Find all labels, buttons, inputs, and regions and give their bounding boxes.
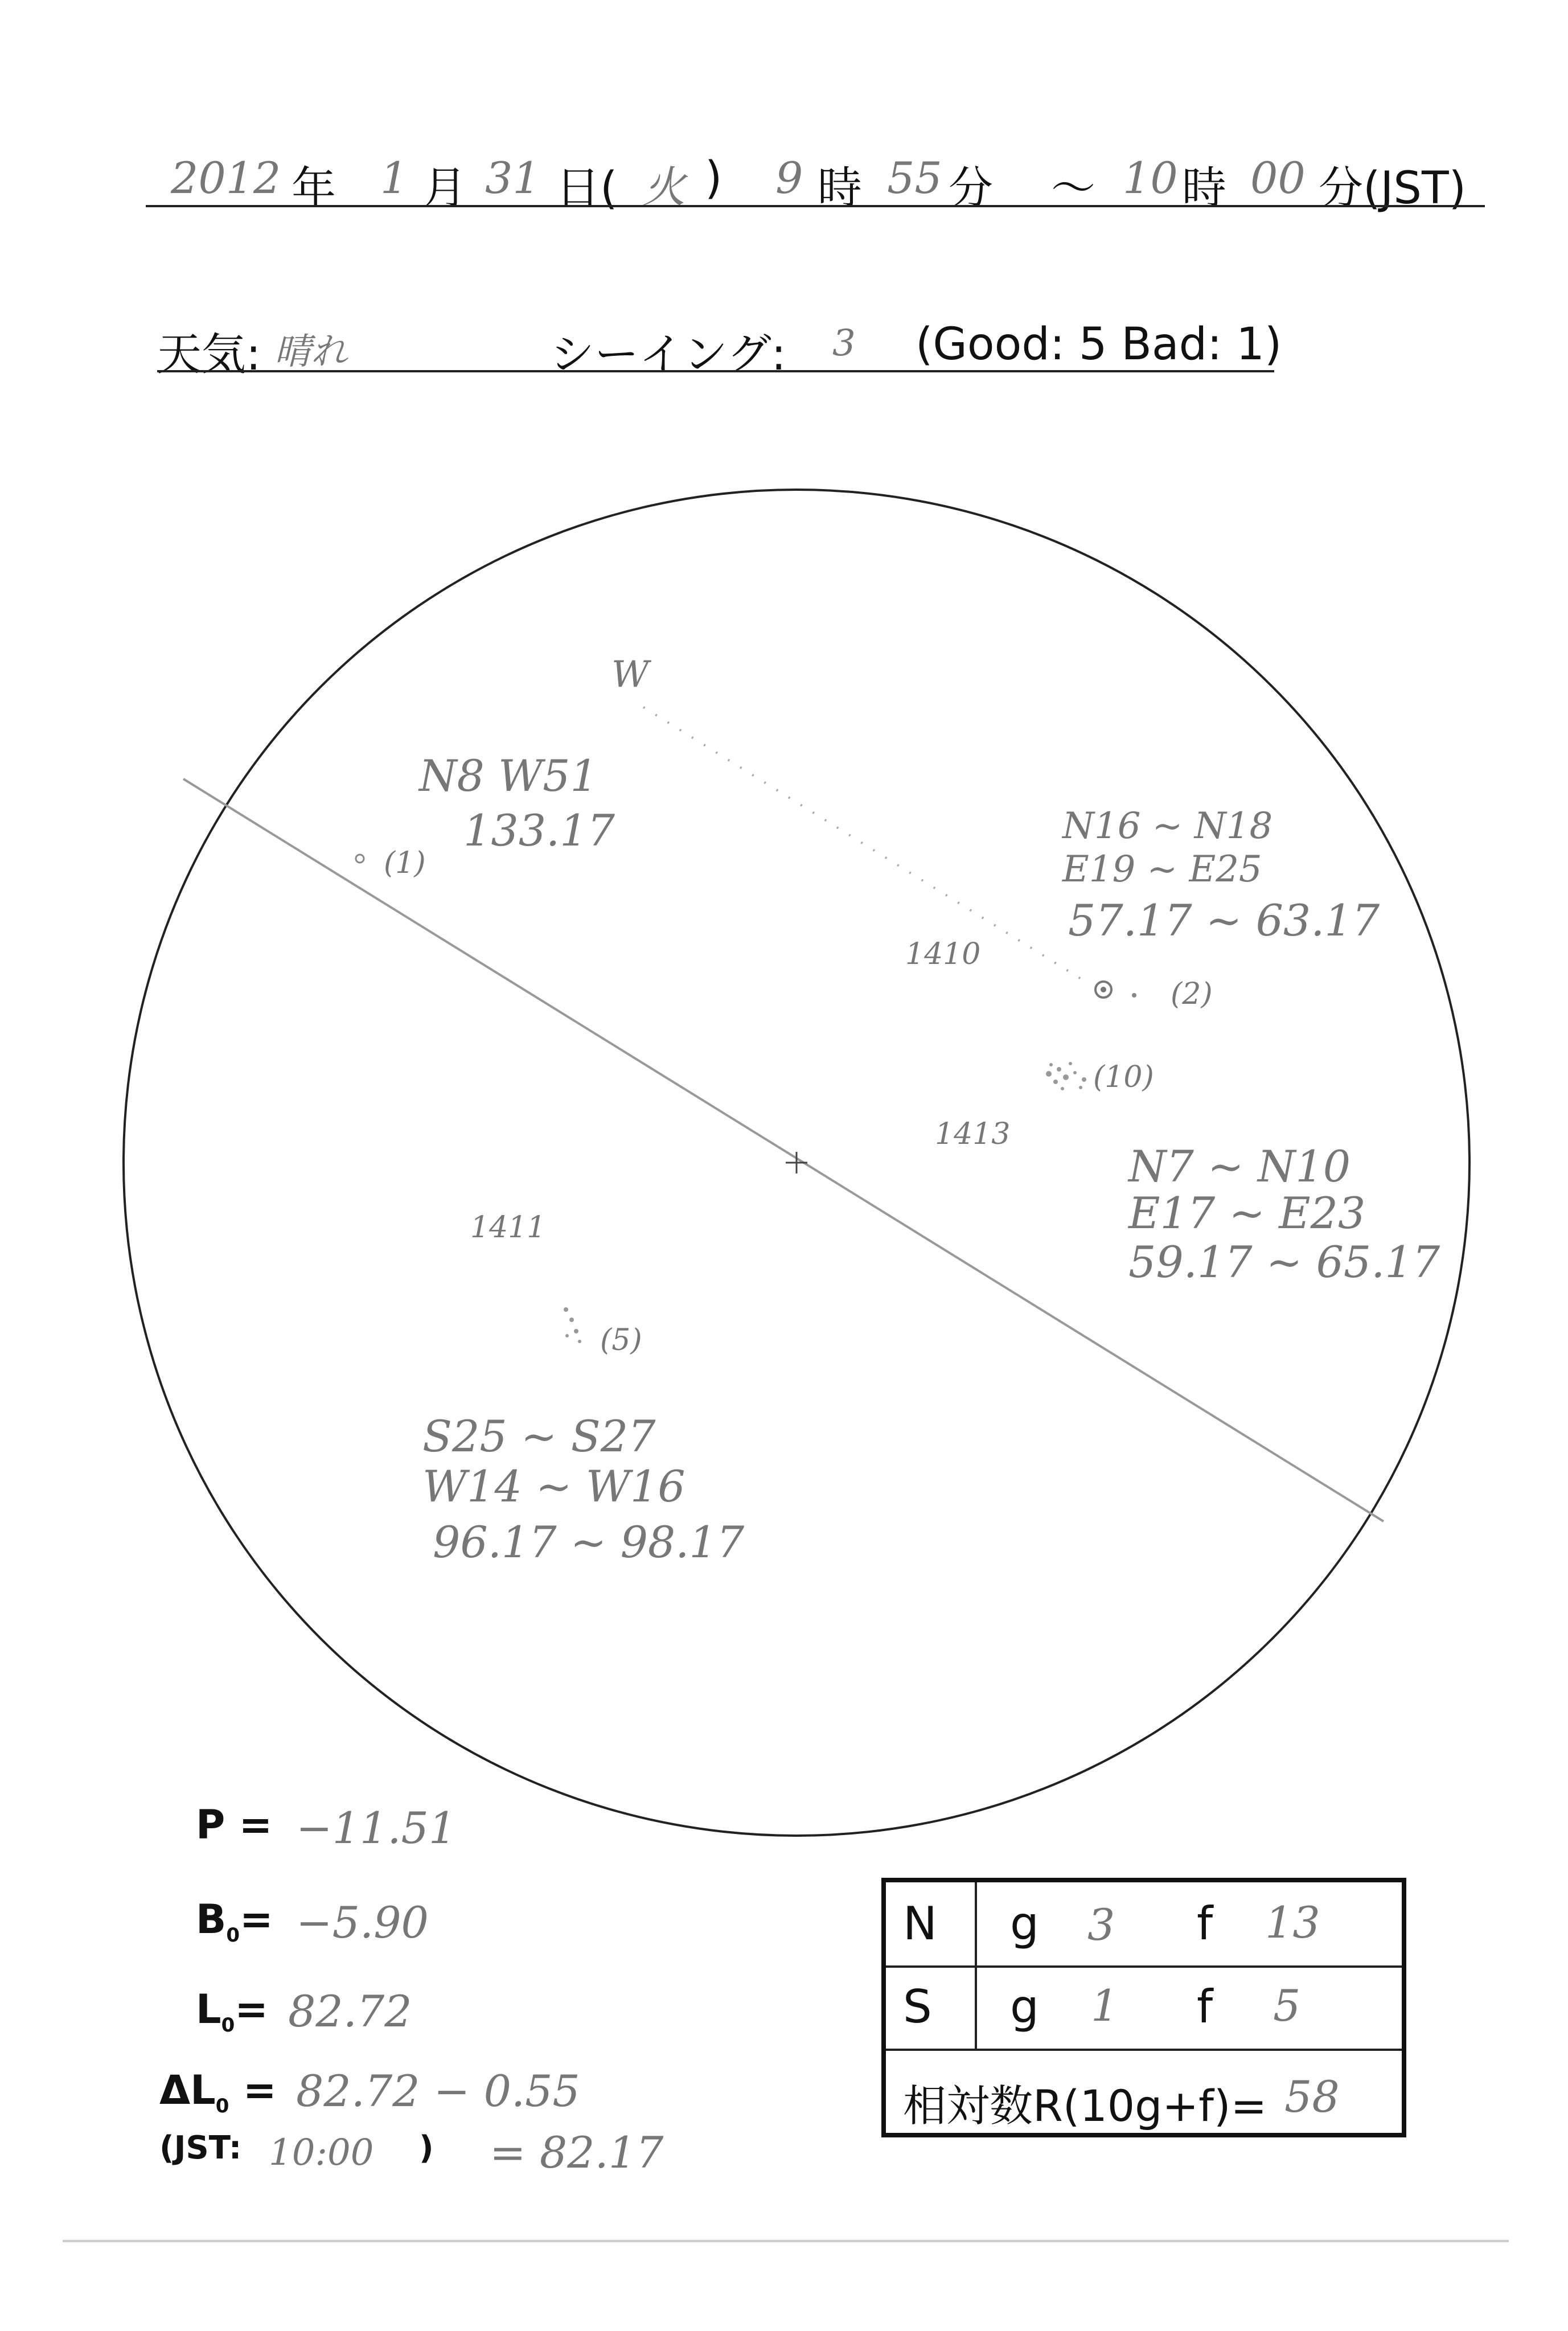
seeing-value: 3: [832, 322, 856, 364]
sunspot-mark: [1046, 1071, 1052, 1077]
seeing-label: シーイング:: [550, 329, 786, 380]
p-angle-label: P =: [196, 1801, 273, 1848]
direction-dotted-line: [643, 707, 1082, 979]
weather-label: 天気:: [157, 329, 261, 380]
group-4-latitude: S25 ~ S27: [422, 1411, 656, 1462]
l0-label: $L_0=$: [196, 1986, 268, 2037]
south-f-value: 5: [1273, 1980, 1301, 2031]
month-label: 月: [422, 163, 467, 214]
jst-label: (JST:: [159, 2129, 242, 2166]
seeing-scale: (Good: 5 Bad: 1): [916, 319, 1282, 370]
relative-number-row: [886, 2051, 1402, 2134]
delta-l0-label: $\Delta L_0$ =: [159, 2067, 277, 2117]
start-min-value: 55: [887, 153, 942, 203]
group-1-position: N8 W51: [419, 750, 598, 801]
north-g-value: 3: [1087, 1899, 1115, 1950]
b0-value: −5.90: [296, 1897, 429, 1948]
sunspot-mark: [574, 1329, 578, 1333]
south-g-label: g: [1010, 1980, 1039, 2033]
group-2-meridian: E19 ~ E25: [1062, 848, 1262, 890]
sunspot-mark: [1049, 1063, 1053, 1066]
group-1-longitude: 133.17: [463, 805, 615, 856]
sunspot-mark: [1082, 1077, 1086, 1082]
start-hour-label: 時: [818, 163, 863, 214]
south-label: S: [903, 1980, 932, 2033]
range-separator: ～: [1051, 163, 1096, 214]
north-row: [886, 1882, 1402, 1968]
delta-l0-result: = 82.17: [490, 2127, 664, 2178]
weekday-close: ): [705, 153, 723, 204]
group-2-longitude: 57.17 ~ 63.17: [1068, 895, 1380, 946]
sunspot-mark: [1079, 1086, 1082, 1089]
end-min-label: 分(JST): [1319, 163, 1467, 214]
north-label: N: [903, 1897, 937, 1950]
delta-l0-expression: 82.72 − 0.55: [296, 2066, 580, 2116]
weekday-value: 火: [642, 162, 686, 212]
group-4-region-number: 1411: [470, 1210, 546, 1245]
sunspot-mark: [578, 1340, 581, 1343]
south-row: [886, 1965, 1402, 2051]
north-f-value: 13: [1265, 1897, 1320, 1948]
group-2-count: (2): [1171, 977, 1213, 1011]
sunspot-mark: [356, 855, 364, 863]
start-min-label: 分: [949, 163, 994, 214]
day-value: 31: [485, 153, 540, 203]
group-1-count: (1): [384, 846, 426, 880]
south-f-label: f: [1197, 1980, 1213, 2033]
l0-value: 82.72: [288, 1986, 412, 2037]
group-3-latitude: N7 ~ N10: [1128, 1141, 1351, 1192]
p-angle-value: −11.51: [296, 1803, 457, 1853]
sunspot-mark: [1053, 1080, 1058, 1084]
relative-number-value: 58: [1284, 2071, 1340, 2122]
sunspot-mark: [564, 1307, 568, 1312]
weather-value: 晴れ: [274, 331, 347, 373]
group-4-meridian: W14 ~ W16: [422, 1461, 686, 1512]
day-label: 日(: [556, 163, 618, 214]
year-value: 2012: [171, 153, 281, 203]
sunspot-mark: [1073, 1071, 1077, 1074]
group-2-latitude: N16 ~ N18: [1062, 805, 1273, 847]
sunspot-mark: [1063, 1074, 1069, 1080]
north-f-label: f: [1197, 1897, 1213, 1950]
end-hour-value: 10: [1123, 153, 1178, 203]
group-3-longitude: 59.17 ~ 65.17: [1128, 1237, 1440, 1287]
group-3-region-number: 1413: [935, 1117, 1011, 1151]
sunspot-mark: [1057, 1067, 1061, 1072]
sunspot-mark: [565, 1334, 569, 1337]
sheet-bottom-edge: [63, 2240, 1509, 2242]
group-4-count: (5): [600, 1323, 642, 1357]
jst-close: ): [419, 2129, 434, 2166]
year-label: 年: [292, 163, 336, 214]
end-hour-label: 時: [1182, 163, 1227, 214]
month-value: 1: [380, 153, 408, 203]
group-2-region-number: 1410: [905, 937, 981, 971]
sunspot-mark: [1101, 987, 1106, 992]
direction-mark: W: [611, 654, 649, 696]
b0-label: $B_0=$: [196, 1896, 273, 1947]
north-g-label: g: [1010, 1897, 1039, 1950]
start-hour-value: 9: [775, 153, 803, 203]
group-4-longitude: 96.17 ~ 98.17: [433, 1517, 745, 1567]
sunspot-mark: [1069, 1062, 1072, 1065]
group-3-count: (10): [1093, 1060, 1154, 1094]
relative-number-label: 相対数R(10g+f)=: [903, 2080, 1267, 2131]
sunspot-count-table: [881, 1878, 1406, 2137]
table-column-divider: [975, 1882, 977, 2049]
end-min-value: 00: [1250, 153, 1306, 203]
sunspot-mark: [1061, 1087, 1064, 1090]
sunspot-mark: [1132, 993, 1136, 998]
group-3-meridian: E17 ~ E23: [1128, 1188, 1366, 1238]
sunspot-mark: [569, 1318, 574, 1322]
south-g-value: 1: [1091, 1980, 1119, 2031]
jst-value: 10:00: [269, 2132, 374, 2174]
